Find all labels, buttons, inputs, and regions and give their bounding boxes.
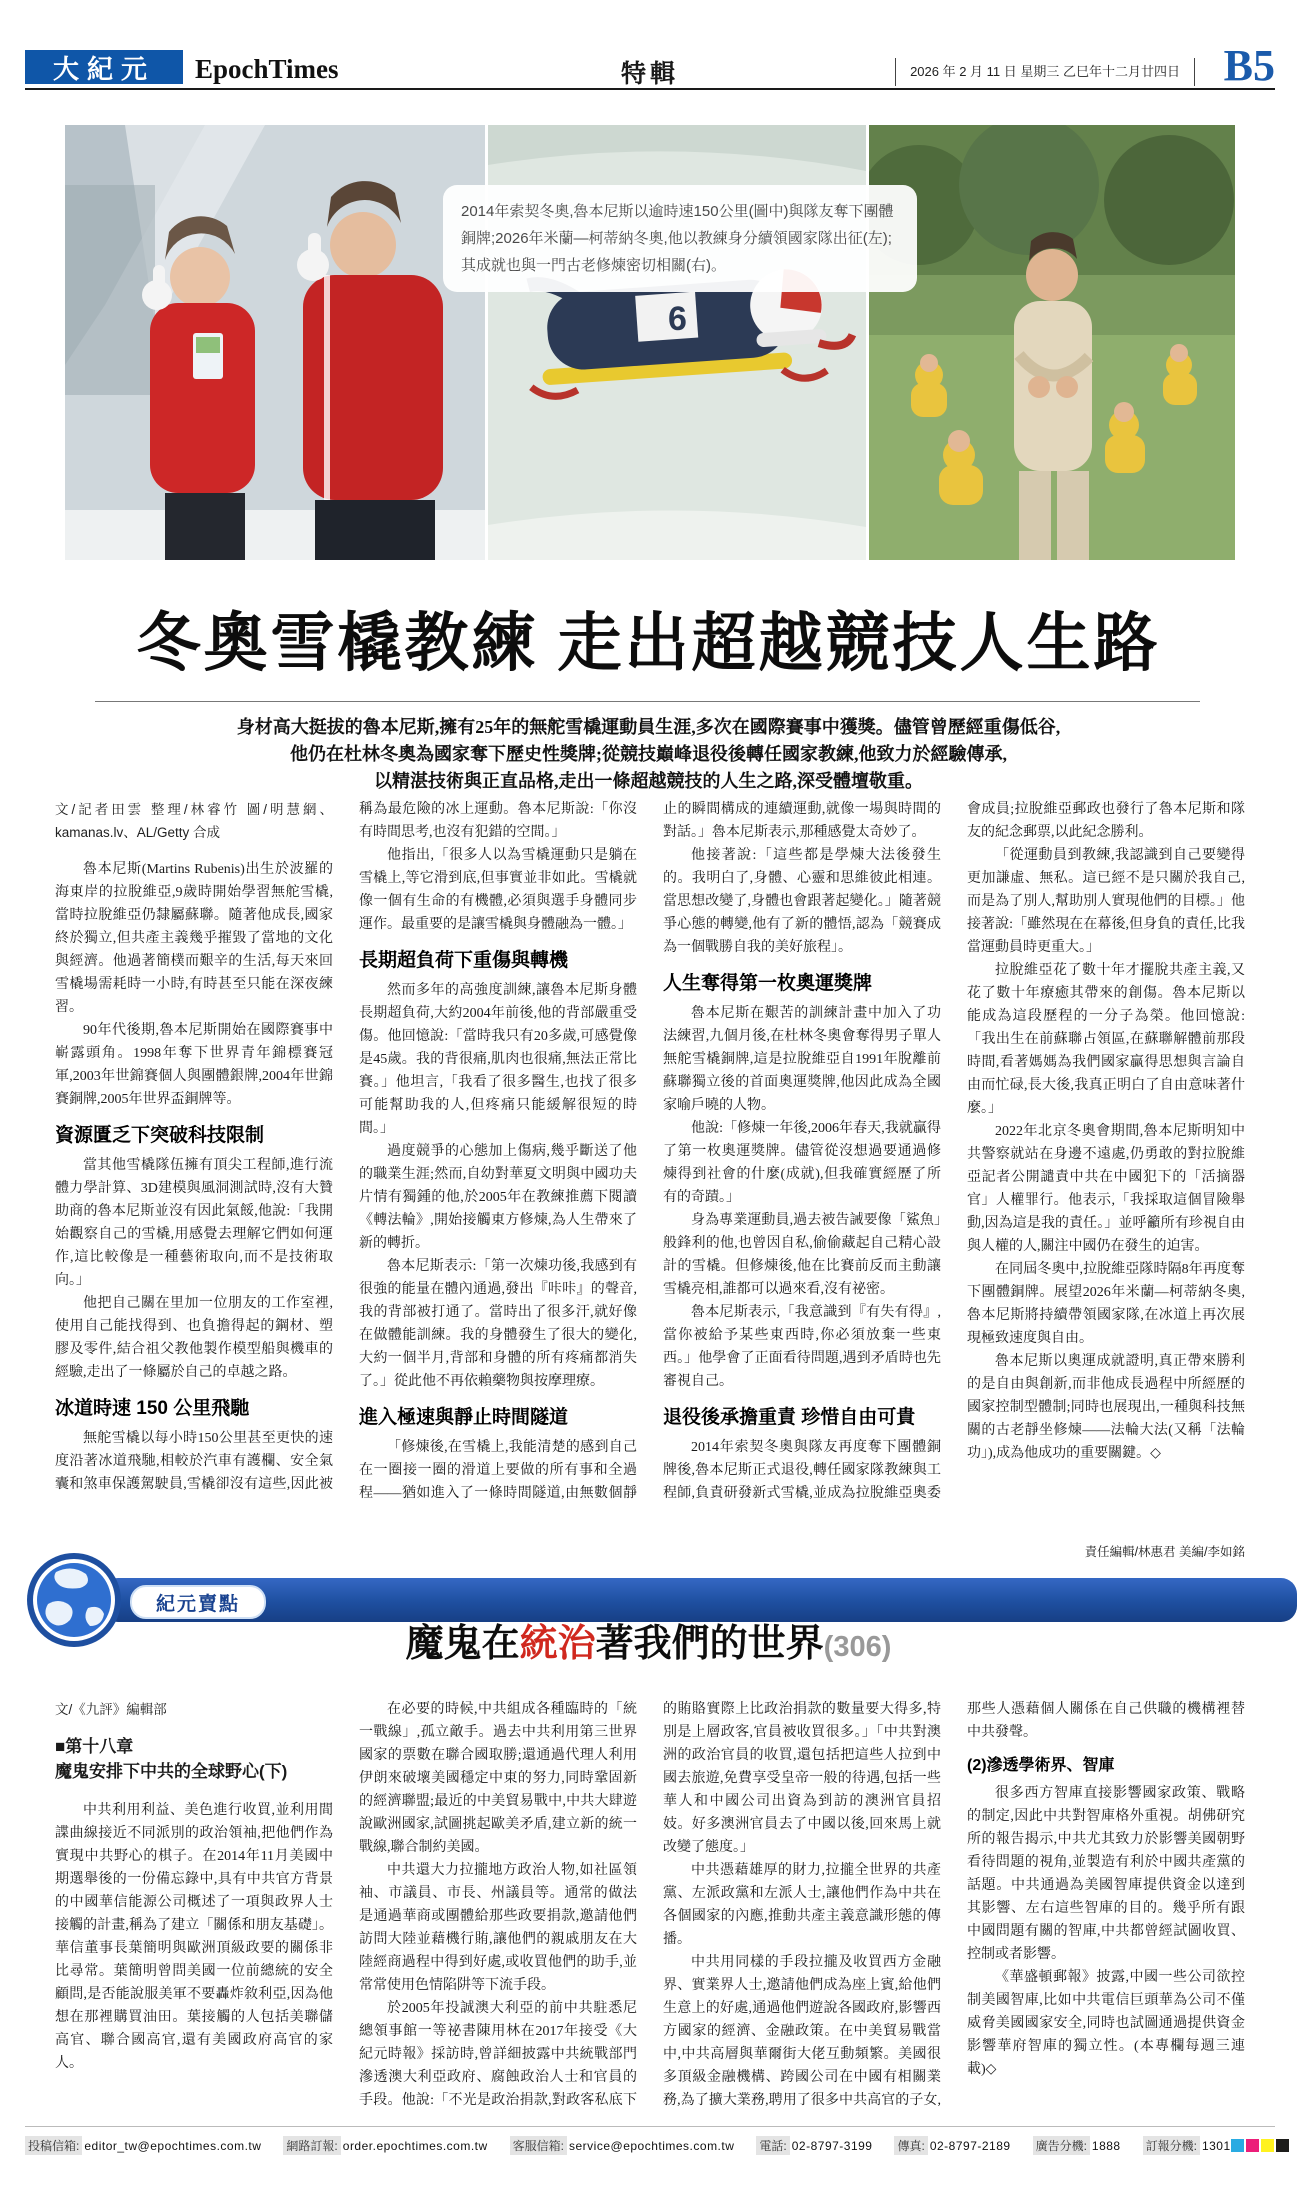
photo-luge-team [65, 125, 485, 560]
footer-items [25, 2136, 1231, 2155]
footer-label: 客服信箱: [510, 2136, 567, 2155]
chapter-title: ■第十八章 [55, 1737, 134, 1756]
date-line: 2026 年 2 月 11 日 星期三 乙巳年十二月廿四日 [895, 58, 1195, 86]
article-paragraph: 在同屆冬奧中,拉脫維亞隊時隔8年再度奪下團體銅牌。展望2026年米蘭—柯蒂納冬奧,魯本尼斯將持續帶領國家隊,在冰道上再次展現極致速度與自由。 [967, 1262, 1245, 1346]
article1-body [55, 798, 1245, 1512]
article-subhead: 退役後承擔重責 珍惜自由可貴 [663, 1407, 916, 1428]
article1-credit: 責任編輯/林惠君 美編/李如銘 [1084, 1545, 1245, 1559]
article-subhead: 人生奪得第一枚奧運獎牌 [663, 973, 873, 994]
article-paragraph: 中共憑藉雄厚的財力,拉攏全世界的共產黨、左派政黨和左派人士,讓他們作為中共在各個國家的內應,推動共產主義意識形態的傳播。 [663, 1863, 941, 1947]
headline2-number: (306) [823, 1631, 892, 1663]
photo-strip [65, 125, 1235, 560]
logo-english: EpochTimes [195, 54, 339, 84]
article-subhead: 長期超負荷下重傷與轉機 [359, 950, 569, 971]
article-paragraph: 在必要的時候,中共組成各種臨時的「統一戰線」,孤立敵手。過去中共利用第三世界國家的票數在聯合國取勝;還通過代理人利用伊朗來破壞美國穩定中東的努力,同時鞏固新的經濟聯盟;最近的中美貿易戰中,中共大肆遊說歐洲國家,試圖挑起歐美矛盾,建立新的統一戰線,聯合制約美國。 [359, 1702, 637, 1855]
luge-bib-number: 6 [668, 300, 687, 338]
article-paragraph: 他接著說:「這些都是學煉大法後發生的。我明白了,身體、心靈和思維彼此相連。當思想改變了,身體也會跟著起變化。」隨著競爭心態的轉變,他有了新的體悟,認為「競賽成為一個戰勝自我的美好旅程」。 [663, 848, 941, 955]
article-paragraph: 90年代後期,魯本尼斯開始在國際賽事中嶄露頭角。1998年奪下世界青年錦標賽冠軍,2003年世錦賽個人與團體銀牌,2004年世錦賽銅牌,2005年世界盃銅牌等。 [55, 1023, 333, 1107]
article-paragraph: 他說:「修煉一年後,2006年春天,我就贏得了第一枚奧運獎牌。儘管從沒想過要通過修煉得到社會的什麼(成就),但我確實經歷了所有的奇蹟。」 [663, 1121, 941, 1205]
page-header [25, 41, 1275, 90]
article-paragraph: 無舵雪橇以每小時150公里甚至更快的速度沿著冰道飛馳,相較於汽車有護欄、安全氣囊和煞車保護駕駛員,雪橇卻沒有這些,因此被稱為最危險的冰上運動。魯本尼斯說:「你沒有時間思考,也沒有犯錯的空間。」 [55, 802, 637, 1492]
lede-line: 他仍在杜林冬奧為國家奪下歷史性獎牌;從競技巔峰退役後轉任國家教練,他致力於經驗傳承, [290, 744, 1007, 764]
lede-line: 以精湛技術與正直品格,走出一條超越競技的人生之路,深受體壇敬重。 [374, 771, 923, 791]
footer-value: order.epochtimes.com.tw [342, 2138, 488, 2153]
footer-label: 訂報分機: [1143, 2136, 1200, 2155]
print-color-square [1261, 2139, 1274, 2152]
footer-label: 網路訂報: [283, 2136, 340, 2155]
article-paragraph: 然而多年的高強度訓練,讓魯本尼斯身體長期超負荷,大約2004年前後,他的背部嚴重受傷。他回憶說:「當時我只有20多歲,可感覺像是45歲。我的背很痛,肌肉也很痛,無法正常比賽。」他坦言,「我看了很多醫生,也找了很多可能幫助我的人,但疼痛只能緩解很短的時間。」 [359, 983, 637, 1136]
headline2-red: 統治 [519, 1623, 596, 1665]
print-color-square [1276, 2139, 1289, 2152]
footer-contact-item [1033, 2136, 1121, 2155]
chapter-title: 魔鬼安排下中共的全球野心(下) [55, 1762, 288, 1781]
article-paragraph: 「從運動員到教練,我認識到自己要變得更加謙虛、無私。這已經不是只關於我自己,而是為了別人,幫助別人實現他們的目標。」他接著說:「雖然現在在幕後,但身負的責任,比我當運動員時更重大。」 [967, 848, 1245, 955]
headline2-pre: 魔鬼在 [405, 1623, 520, 1665]
footer-value: 1888 [1091, 2138, 1121, 2153]
article-byline: 文/《九評》編輯部 [55, 1702, 167, 1717]
article-paragraph: 他把自己關在里加一位朋友的工作室裡,使用自己能找得到、也負擔得起的鋼材、塑膠及零件,結合祖父教他製作模型船與機車的經驗,走出了一條屬於自己的卓越之路。 [55, 1296, 333, 1380]
article-paragraph: 魯本尼斯表示,「我意識到『有失有得』,當你被給予某些東西時,你必須放棄一些東西。」他學會了正面看待問題,遇到矛盾時也先審視自己。 [663, 1305, 941, 1389]
article-paragraph: 於2005年投誠澳大利亞的前中共駐悉尼總領事館一等祕書陳用林在2017年接受《大紀元時報》採訪時,曾詳細披露中共統戰部門滲透澳大利亞政府、腐蝕政治人士和官員的手段。他說:「不光是政治捐款,對政客私底下的賄賂實際上比政治捐款的數量要大得多,特別是上層政客,官員被收買很多。」「中共對澳洲的政治官員的收買,還包括把這些人拉到中國去旅遊,免費享受皇帝一般的待遇,包括一些華人和中國公司出資為到訪的澳洲官員招妓。好多澳洲官員去了中國以後,回來馬上就改變了態度。」 [359, 1702, 941, 2108]
photo-caption: 2014年索契冬奧,魯本尼斯以逾時速150公里(圖中)與隊友奪下團體銅牌;2026年米蘭—柯蒂納冬奧,他以教練身分續領國家隊出征(左);其成就也與一門古老修煉密切相關(右)。 [443, 185, 917, 292]
footer-value: 02-8797-3199 [791, 2138, 873, 2153]
article-paragraph: 魯本尼斯表示:「第一次煉功後,我感到有很強的能量在體內通過,發出『咔咔』的聲音,我的背部被打通了。當時出了很多汗,就好像在做體能訓練。我的身體發生了很大的變化,大約一個半月,背部和身體的所有疼痛都消失了。」從此他不再依賴藥物與按摩理療。 [359, 1259, 637, 1389]
page-footer [25, 2126, 1275, 2155]
article-paragraph: 魯本尼斯(Martins Rubenis)出生於波羅的海東岸的拉脫維亞,9歲時開始學習無舵雪橇,當時拉脫維亞仍隸屬蘇聯。隨著他成長,國家終於獨立,但共產主義幾乎摧毀了當地的文化與經濟。他過著簡樸而艱辛的生活,每天來回雪橇場需耗時一小時,有時甚至只能在深夜練習。 [55, 862, 333, 1015]
headline2-post: 著我們的世界 [595, 1623, 824, 1665]
footer-contact-item [510, 2136, 735, 2155]
article-paragraph: 魯本尼斯以奧運成就證明,真正帶來勝利的是自由與創新,而非他成長過程中所經歷的國家控制型體制;同時也展現出,一種與科技無關的古老靜坐修煉——法輪大法(又稱「法輪功」),成為他成功的重要關鍵。◇ [967, 1354, 1245, 1461]
logo-chinese: 大紀元 [52, 53, 155, 84]
article2-body [55, 1698, 1245, 2116]
section-title: 特輯 [620, 60, 680, 88]
photo-luge-team-art [65, 125, 485, 560]
footer-contact-item [1143, 2136, 1231, 2155]
article-paragraph: 2014年索契冬奧與隊友再度奪下團體銅牌後,魯本尼斯正式退役,轉任國家隊教練與工程師,負責研發新式雪橇,並成為拉脫維亞奧委會成員;拉脫維亞郵政也發行了魯本尼斯和隊友的紀念郵票,以此紀念勝利。 [663, 802, 1245, 1501]
article-paragraph: 過度競爭的心態加上傷病,幾乎斷送了他的職業生涯;然而,自幼對華夏文明與中國功夫片情有獨鍾的他,於2005年在教練推薦下閱讀《轉法輪》,開始接觸東方修煉,為人生帶來了新的轉折。 [359, 1144, 637, 1251]
footer-value: 02-8797-2189 [929, 2138, 1011, 2153]
article-paragraph: 中共還大力拉攏地方政治人物,如社區領袖、市議員、市長、州議員等。通常的做法是通過華商或團體給那些政要捐款,邀請他們訪問大陸並藉機行賄,讓他們的親戚朋友在大陸經商過程中得到好處,或收買他們的助手,並常常使用色情陷阱等下流手段。 [359, 1863, 637, 1993]
page-number: B5 [1223, 41, 1275, 90]
footer-value: service@epochtimes.com.tw [569, 2138, 735, 2153]
footer-color-squares [1231, 2139, 1289, 2152]
article-paragraph: 很多西方智庫直接影響國家政策、戰略的制定,因此中共對智庫格外重視。胡佛研究所的報告揭示,中共尤其致力於影響美國朝野看待問題的視角,並製造有利於中國共產黨的話題。中共通過為美國智庫提供資金以達到其影響、左右這些智庫的目的。幾乎所有跟中國問題有關的智庫,中共都曾經試圖收買、控制或者影響。 [967, 1786, 1245, 1962]
article-paragraph: 身為專業運動員,過去被告誡要像「鯊魚」般鋒利的他,也曾因自私,偷偷藏起自己精心設計的雪橇。但修煉後,他在比賽前反而主動讓雪橇亮相,誰都可以過來看,沒有祕密。 [663, 1213, 941, 1297]
article-paragraph: 中共利用利益、美色進行收買,並利用間諜曲線接近不同派別的政治領袖,把他們作為實現中共野心的棋子。在2014年11月美國中期選舉後的一份備忘錄中,具有中共官方背景的中國華信能源公司概述了一項與政界人士接觸的計畫,稱為了建立「關係和朋友基礎」。華信董事長葉簡明與歐洲頂級政要的關係非比尋常。葉簡明曾問美國一位前總統的安全顧問,是否能說服美軍不要轟炸敘利亞,因為他想在那裡購買油田。葉接觸的人包括美聯儲高官、聯合國高官,還有美國政府高官的家人。 [55, 1803, 333, 2071]
photo-meditation [869, 125, 1235, 560]
footer-label: 投稿信箱: [25, 2136, 82, 2155]
section-badge: 紀元賣點 [130, 1585, 266, 1619]
article-paragraph: 中共用同樣的手段拉攏及收買西方金融界、實業界人士,邀請他們成為座上賓,給他們生意上的好處,通過他們遊說各國政府,影響西方國家的經濟、金融政策。在中美貿易戰當中,中共高層與華爾街大佬互動頻繁。美國很多頂級金融機構、跨國公司在中國有相關業務,為了擴大業務,聘用了很多中共高官的子女,那些人憑藉個人關係在自己供職的機構裡替中共發聲。 [663, 1702, 1245, 2108]
footer-value: 1301 [1201, 2138, 1231, 2153]
photo-meditation-art [869, 125, 1235, 560]
article1-headline: 冬奧雪橇教練 走出超越競技人生路 [136, 608, 1161, 679]
article-paragraph: 當其他雪橇隊伍擁有頂尖工程師,進行流體力學計算、3D建模與風洞測試時,沒有大贊助商的魯本尼斯並沒有因此氣餒,他說:「我開始觀察自己的雪橇,用感覺去理解它們如何運作,這比較像是一種藝術取向,而不是技術取向。」 [55, 1158, 333, 1288]
article-paragraph: 「修煉後,在雪橇上,我能清楚的感到自己在一圈接一圈的滑道上要做的所有事和全過程——猶如進入了一條時間隧道,由無數個靜止的瞬間構成的連續運動,就像一場與時間的對話。」魯本尼斯表示,那種感覺太奇妙了。 [359, 802, 941, 1501]
article-paragraph: 魯本尼斯在艱苦的訓練計畫中加入了功法練習,九個月後,在杜林冬奧會奪得男子單人無舵雪橇銅牌,這是拉脫維亞自1991年脫離前蘇聯獨立後的首面奧運獎牌,他因此成為全國家喻戶曉的人物。 [663, 1006, 941, 1113]
footer-label: 廣告分機: [1033, 2136, 1090, 2155]
globe-icon [26, 1552, 122, 1648]
footer-contact-item [283, 2136, 487, 2155]
article-paragraph: 2022年北京冬奧會期間,魯本尼斯明知中共警察就站在身邊不遠處,仍勇敢的對拉脫維亞記者公開譴責中共在中國犯下的「活摘器官」人權罪行。他表示,「我採取這個冒險舉動,因為這是我的責任。」並呼籲所有珍視自由與人權的人,關注中國仍在發生的迫害。 [967, 1124, 1245, 1254]
article-subhead: 資源匱乏下突破科技限制 [55, 1125, 265, 1146]
article-subhead: 冰道時速 150 公里飛馳 [55, 1398, 250, 1419]
article-paragraph: 他指出,「很多人以為雪橇運動只是躺在雪橇上,等它滑到底,但事實並非如此。雪橇就像一個有生命的有機體,必須與選手身體同步運作。最重要的是讓雪橇與身體融為一體。」 [359, 848, 637, 932]
article2-headline [0, 1612, 1297, 1667]
article-paragraph: 拉脫維亞花了數十年才擺脫共產主義,又花了數十年療癒其帶來的創傷。魯本尼斯以能成為這段歷程的一分子為榮。他回憶說:「我出生在前蘇聯占領區,在蘇聯解體前那段時間,看著媽媽為我們國家贏得思想與言論自由而忙碌,長大後,我真正明白了自由意味著什麼。」 [967, 963, 1245, 1116]
footer-contact-item [894, 2136, 1010, 2155]
article-subhead: 進入極速與靜止時間隧道 [359, 1407, 569, 1428]
footer-label: 傳真: [894, 2136, 927, 2155]
footer-contact-item [756, 2136, 872, 2155]
headline-divider [95, 701, 1200, 702]
article-byline: 文/記者田雲 整理/林睿竹 圖/明慧網、kamanas.lv、AL/Getty 合成 [55, 802, 333, 840]
article1-lede [0, 714, 1297, 795]
article-subhead: (2)滲透學術界、智庫 [967, 1757, 1115, 1774]
lede-line: 身材高大挺拔的魯本尼斯,擁有25年的無舵雪橇運動員生涯,多次在國際賽事中獲獎。儘管曾歷經重傷低谷, [236, 717, 1061, 737]
footer-contact-item [25, 2136, 261, 2155]
footer-label: 電話: [756, 2136, 789, 2155]
article-paragraph: 《華盛頓郵報》披露,中國一些公司欲控制美國智庫,比如中共電信巨頭華為公司不僅威脅美國國家安全,同時也試圖通過提供資金影響華府智庫的獨立性。(本專欄每週三連載)◇ [967, 1970, 1245, 2077]
footer-value: editor_tw@epochtimes.com.tw [84, 2138, 262, 2153]
epochtimes-logo [25, 50, 183, 84]
print-color-square [1231, 2139, 1244, 2152]
print-color-square [1246, 2139, 1259, 2152]
